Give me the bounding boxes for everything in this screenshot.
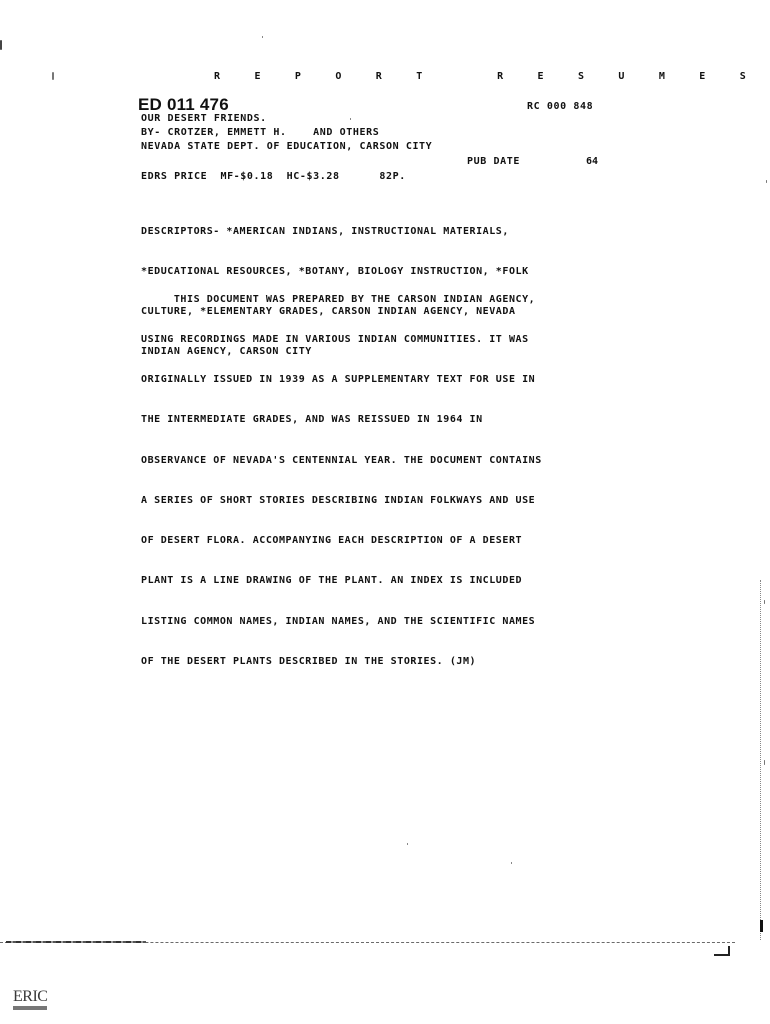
eric-logo-bar [13,1006,47,1010]
abstract-line: THE INTERMEDIATE GRADES, AND WAS REISSUED IN 1964 IN [141,414,483,426]
abstract-block [141,266,611,695]
eric-logo-text: ERIC [13,988,48,1005]
corner-mark [714,946,730,956]
pub-date-value: 64 [586,156,599,167]
descriptor-line: *EDUCATIONAL RESOURCES, *BOTANY, BIOLOGY INSTRUCTION, *FOLK [141,266,529,278]
report-resumes-heading: R E P O R T R E S U M E S [214,71,760,82]
scan-speck [262,36,263,38]
author-line: BY- CROTZER, EMMETT H. AND OTHERS [141,127,380,138]
scan-speck [511,862,512,864]
scan-speck [764,600,765,604]
abstract-line: OF THE DESERT PLANTS DESCRIBED IN THE STORIES. (JM) [141,655,477,667]
ed-accession-number: ED 011 476 [138,95,229,114]
scan-speck [0,40,2,50]
publisher-line: NEVADA STATE DEPT. OF EDUCATION, CARSON CITY [141,141,433,152]
abstract-line: OBSERVANCE OF NEVADA'S CENTENNIAL YEAR. THE DOCUMENT CONTAINS [141,454,542,466]
scan-speck [766,180,767,183]
abstract-line: OF DESERT FLORA. ACCOMPANYING EACH DESCRIPTION OF A DESERT [141,535,523,547]
descriptor-line: DESCRIPTORS- *AMERICAN INDIANS, INSTRUCTIONAL MATERIALS, [141,225,509,237]
scan-speck [407,843,408,845]
scan-speck [350,118,351,120]
abstract-line: PLANT IS A LINE DRAWING OF THE PLANT. AN INDEX IS INCLUDED [141,575,523,587]
pub-date-label: PUB DATE [467,156,520,167]
eric-logo [13,983,47,1011]
corner-tick [760,920,763,932]
descriptor-line: INDIAN AGENCY, CARSON CITY [141,346,312,358]
abstract-line: LISTING COMMON NAMES, INDIAN NAMES, AND THE SCIENTIFIC NAMES [141,615,536,627]
scan-line-artifact [6,941,146,943]
abstract-line: A SERIES OF SHORT STORIES DESCRIBING INDIAN FOLKWAYS AND USE [141,494,536,506]
scan-edge-artifact [760,580,762,940]
abstract-line: THIS DOCUMENT WAS PREPARED BY THE CARSON INDIAN AGENCY, [141,293,536,305]
abstract-line: ORIGINALLY ISSUED IN 1939 AS A SUPPLEMENTARY TEXT FOR USE IN [141,374,536,386]
abstract-line: USING RECORDINGS MADE IN VARIOUS INDIAN COMMUNITIES. IT WAS [141,334,529,346]
edrs-price-line: EDRS PRICE MF-$0.18 HC-$3.28 82P. [141,171,406,182]
rc-clearinghouse-number: RC 000 848 [527,101,594,112]
document-title: OUR DESERT FRIENDS. [141,113,267,124]
scan-speck [52,72,54,80]
scan-speck [764,760,765,765]
descriptor-line: CULTURE, *ELEMENTARY GRADES, CARSON INDIAN AGENCY, NEVADA [141,306,516,318]
